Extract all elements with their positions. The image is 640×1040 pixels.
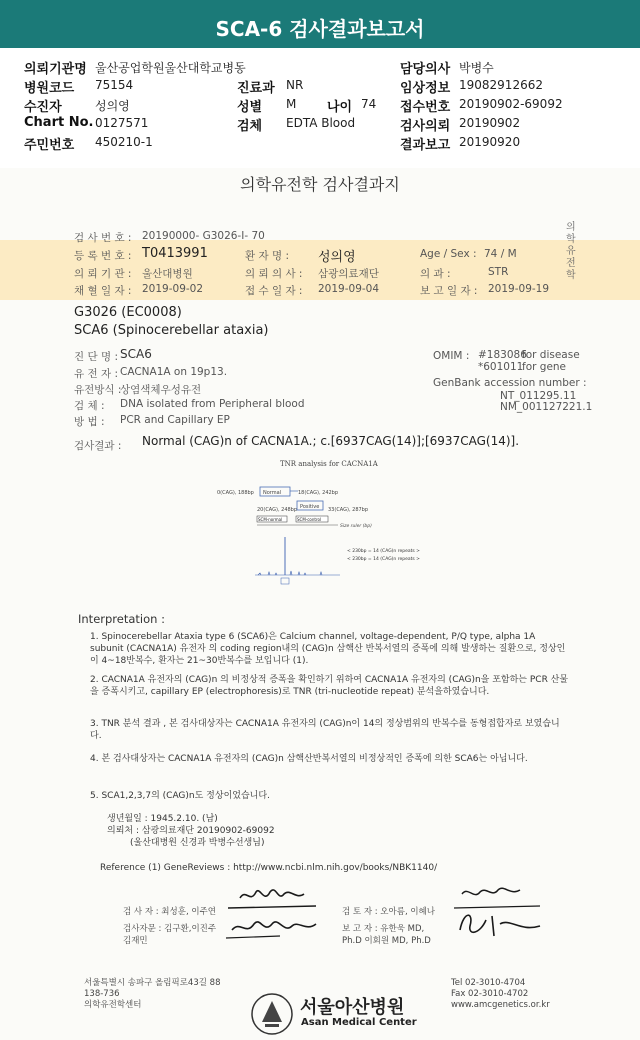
reg-no-label: 등 록 번 호 : xyxy=(74,250,132,262)
report-title: SCA-6 검사결과보고서 xyxy=(215,17,425,41)
patient-name: 성의영 xyxy=(318,250,356,265)
omim-2-note: for gene xyxy=(522,361,567,373)
request-date-label: 검사의뢰 xyxy=(400,119,451,134)
birth-date: 생년월일 : 1945.2.10. (남) xyxy=(107,814,218,824)
hospital-name-en: Asan Medical Center xyxy=(301,1017,417,1028)
test-no-label: 검 사 번 호 : xyxy=(74,232,132,244)
department-label: 진료과 xyxy=(237,81,275,96)
tester-signature-graphic xyxy=(220,880,330,944)
age-sex: 74 / M xyxy=(484,248,517,260)
doc-title: 의학유전학 검사결과지 xyxy=(240,175,400,194)
figure-left-label: 0(CAG), 188bp xyxy=(217,490,254,496)
reg-no: T0413991 xyxy=(142,246,208,261)
req-doctor-label: 의 뢰 의 사 : xyxy=(245,268,303,280)
reviewer-label: 검 토 자 : 오아름, 이혜나 xyxy=(342,907,435,917)
interpretation-item-4: 4. 본 검사대상자는 CACNA1A 유전자의 (CAG)n 삼핵산반복서열의 비정상적인 증폭에 의한 SCA6는 아닙니다. xyxy=(90,754,528,764)
dept: STR xyxy=(488,266,509,278)
specimen-label: 검체 xyxy=(237,119,263,134)
normal-label: Normal xyxy=(263,490,282,496)
chart-no-label: Chart No. xyxy=(24,115,94,130)
method-label: 방 법 : xyxy=(74,416,105,428)
hospital-code-label: 병원코드 xyxy=(24,81,75,96)
asan-foundation-logo xyxy=(250,992,294,1036)
report-header-fields xyxy=(0,52,640,169)
figure-mid-left: 20(CAG), 248bp xyxy=(257,507,298,513)
size-ruler-label: Size ruler (bp) xyxy=(340,524,372,529)
interpretation-item-1: 1. Spinocerebellar Ataxia type 6 (SCA6)은 Calcium channel, voltage-dependent, P/Q type, alpha 1A subunit (CACNA1A) 유전자 의 coding region내의 (CAG)n 삼핵산 반복서열의 증폭에 의해 발생하는 질환으로, 정상인이 4~18반복수, 환자는 21~30반복수를 보입니다 (1). xyxy=(90,632,566,666)
test-no: 20190000- G3026-I- 70 xyxy=(142,230,265,242)
gene-value: CACNA1A on 19p13. xyxy=(120,366,228,378)
gene-label: 유 전 자 : xyxy=(74,368,118,380)
doctor-label: 담당의사 xyxy=(400,62,451,77)
footer-web: www.amcgenetics.or.kr xyxy=(451,1000,550,1010)
test-code: G3026 (EC0008) xyxy=(74,305,182,320)
footer-tel: Tel 02-3010-4704 xyxy=(451,978,526,988)
footer-fax: Fax 02-3010-4702 xyxy=(451,989,529,999)
doc-side-label: 의학유전학 xyxy=(566,222,576,281)
report-title-bar xyxy=(0,0,640,48)
receipt-no-value: 20190902-69092 xyxy=(459,97,563,111)
reporter-label: 보 고 자 : 유한욱 MD, Ph.D 이회원 MD, Ph.D xyxy=(342,924,431,946)
hospital-code-value: 75154 xyxy=(95,78,134,92)
scm-normal-label: SCM-normal xyxy=(258,517,283,522)
disease-name: SCA6 (Spinocerebellar ataxia) xyxy=(74,323,269,338)
figure-right-label: 18(CAG), 242bp xyxy=(298,490,339,496)
request-date-value: 20190902 xyxy=(459,116,521,130)
trace-minor-peaks xyxy=(258,571,322,575)
interpretation-heading: Interpretation : xyxy=(78,612,165,626)
genbank-1: NT_011295.11 xyxy=(500,390,577,402)
institution-value: 울산공업학원울산대학교병동 xyxy=(95,61,246,75)
sex-value: M xyxy=(286,97,297,111)
inherit-label: 유전방식 : xyxy=(74,384,122,396)
interpretation-item-3: 3. TNR 분석 결과 , 본 검사대상자는 CACNA1A 유전자의 (CAG)n이 14의 정상범위의 반복수를 동형접합자로 보였습니다. xyxy=(90,719,560,741)
req-inst-label: 의 뢰 기 관 : xyxy=(74,268,132,280)
footer-address-1: 서울특별시 송파구 올림픽로43길 88 xyxy=(84,978,221,988)
patient-name-label: 환 자 명 : xyxy=(245,250,289,262)
report-date-value: 20190920 xyxy=(459,135,521,149)
department-value: NR xyxy=(286,78,304,92)
diag-value: SCA6 xyxy=(120,347,152,361)
method-value: PCR and Capillary EP xyxy=(120,414,230,426)
sex-label: 성별 xyxy=(237,100,263,115)
footer-center: 의학유전학센터 xyxy=(84,1000,142,1010)
age-sex-label: Age / Sex : xyxy=(420,248,477,260)
specimen-doc-value: DNA isolated from Peripheral blood xyxy=(120,398,305,410)
receive-date: 2019-09-04 xyxy=(318,283,380,295)
figure-mid-right: 33(CAG), 287bp xyxy=(328,507,369,513)
consultant-label: 검사자문 : 김구환,이진주 김재민 xyxy=(123,924,217,946)
institution-label: 의뢰기관명 xyxy=(24,62,87,77)
resident-no-value: 450210-1 xyxy=(95,135,153,149)
result-value: Normal (CAG)n of CACNA1A.; c.[6937CAG(14)];[6937CAG(14)]. xyxy=(142,434,520,448)
resident-no-label: 주민번호 xyxy=(24,138,75,153)
tester-label: 검 사 자 : 최성훈, 이주연 xyxy=(123,907,216,917)
genbank-label: GenBank accession number : xyxy=(433,377,587,389)
tnr-figure xyxy=(180,455,460,595)
positive-label: Positive xyxy=(300,504,320,510)
scm-control-label: SCM-control xyxy=(297,517,322,522)
reviewer-signature-graphic xyxy=(440,880,550,944)
req-doctor: 삼광의료재단 xyxy=(318,268,379,280)
requester-2: (울산대병원 신경과 박병수선생님) xyxy=(130,838,265,848)
reference: Reference (1) GeneReviews : http://www.ncbi.nlm.nih.gov/books/NBK1140/ xyxy=(100,863,438,873)
omim-2: *601011 xyxy=(478,361,524,373)
patient-value: 성의영 xyxy=(95,99,130,113)
req-inst: 울산대병원 xyxy=(142,268,193,280)
collect-label: 채 혈 일 자 : xyxy=(74,285,132,297)
collect-date: 2019-09-02 xyxy=(142,283,204,295)
specimen-value: EDTA Blood xyxy=(286,116,356,130)
age-value: 74 xyxy=(361,97,377,111)
inherit-value: 상염색체우성유전 xyxy=(120,384,202,396)
chart-no-value: 0127571 xyxy=(95,116,149,130)
doctor-value: 박병수 xyxy=(459,61,494,75)
report-label: 보 고 일 자 : xyxy=(420,285,478,297)
hospital-name-kr: 서울아산병원 xyxy=(300,997,405,1018)
specimen-doc-label: 검 체 : xyxy=(74,400,105,412)
omim-label: OMIM : xyxy=(433,350,470,362)
peak-note-2: < 230bp = 14 (CAG)n repeats > xyxy=(347,557,420,562)
omim-1: #183086 xyxy=(478,349,527,361)
patient-label: 수진자 xyxy=(24,100,62,115)
interpretation-item-5: 5. SCA1,2,3,7의 (CAG)n도 정상이었습니다. xyxy=(90,791,270,801)
interpretation-item-2: 2. CACNA1A 유전자의 (CAG)n 의 비정상적 증폭을 확인하기 위하여 CACNA1A 유전자의 (CAG)n을 포함하는 PCR 산물을 증폭시키고, capillary EP (electrophoresis)로 TNR (tri-nucleotide repeat) 분석을하였습니다. xyxy=(90,675,569,697)
report-date: 2019-09-19 xyxy=(488,283,550,295)
peak-marker xyxy=(281,578,289,584)
clinical-info-value: 19082912662 xyxy=(459,78,543,92)
peak-note-1: < 230bp = 14 (CAG)n repeats > xyxy=(347,549,420,554)
result-label: 검사결과 : xyxy=(74,440,122,452)
clinical-info-label: 임상정보 xyxy=(400,81,451,96)
requester: 의뢰처 : 삼광의료재단 20190902-69092 xyxy=(107,826,275,836)
omim-1-note: for disease xyxy=(522,349,580,361)
dept-label: 의 과 : xyxy=(420,268,451,280)
footer-address-2: 138-736 xyxy=(84,989,120,999)
figure-title: TNR analysis for CACNA1A xyxy=(280,460,378,468)
genbank-2: NM_001127221.1 xyxy=(500,401,593,413)
receive-label: 접 수 일 자 : xyxy=(245,285,303,297)
diag-label: 진 단 명 : xyxy=(74,351,118,363)
report-date-label: 결과보고 xyxy=(400,138,451,153)
age-label: 나이 xyxy=(327,100,353,115)
receipt-no-label: 접수번호 xyxy=(400,100,451,115)
